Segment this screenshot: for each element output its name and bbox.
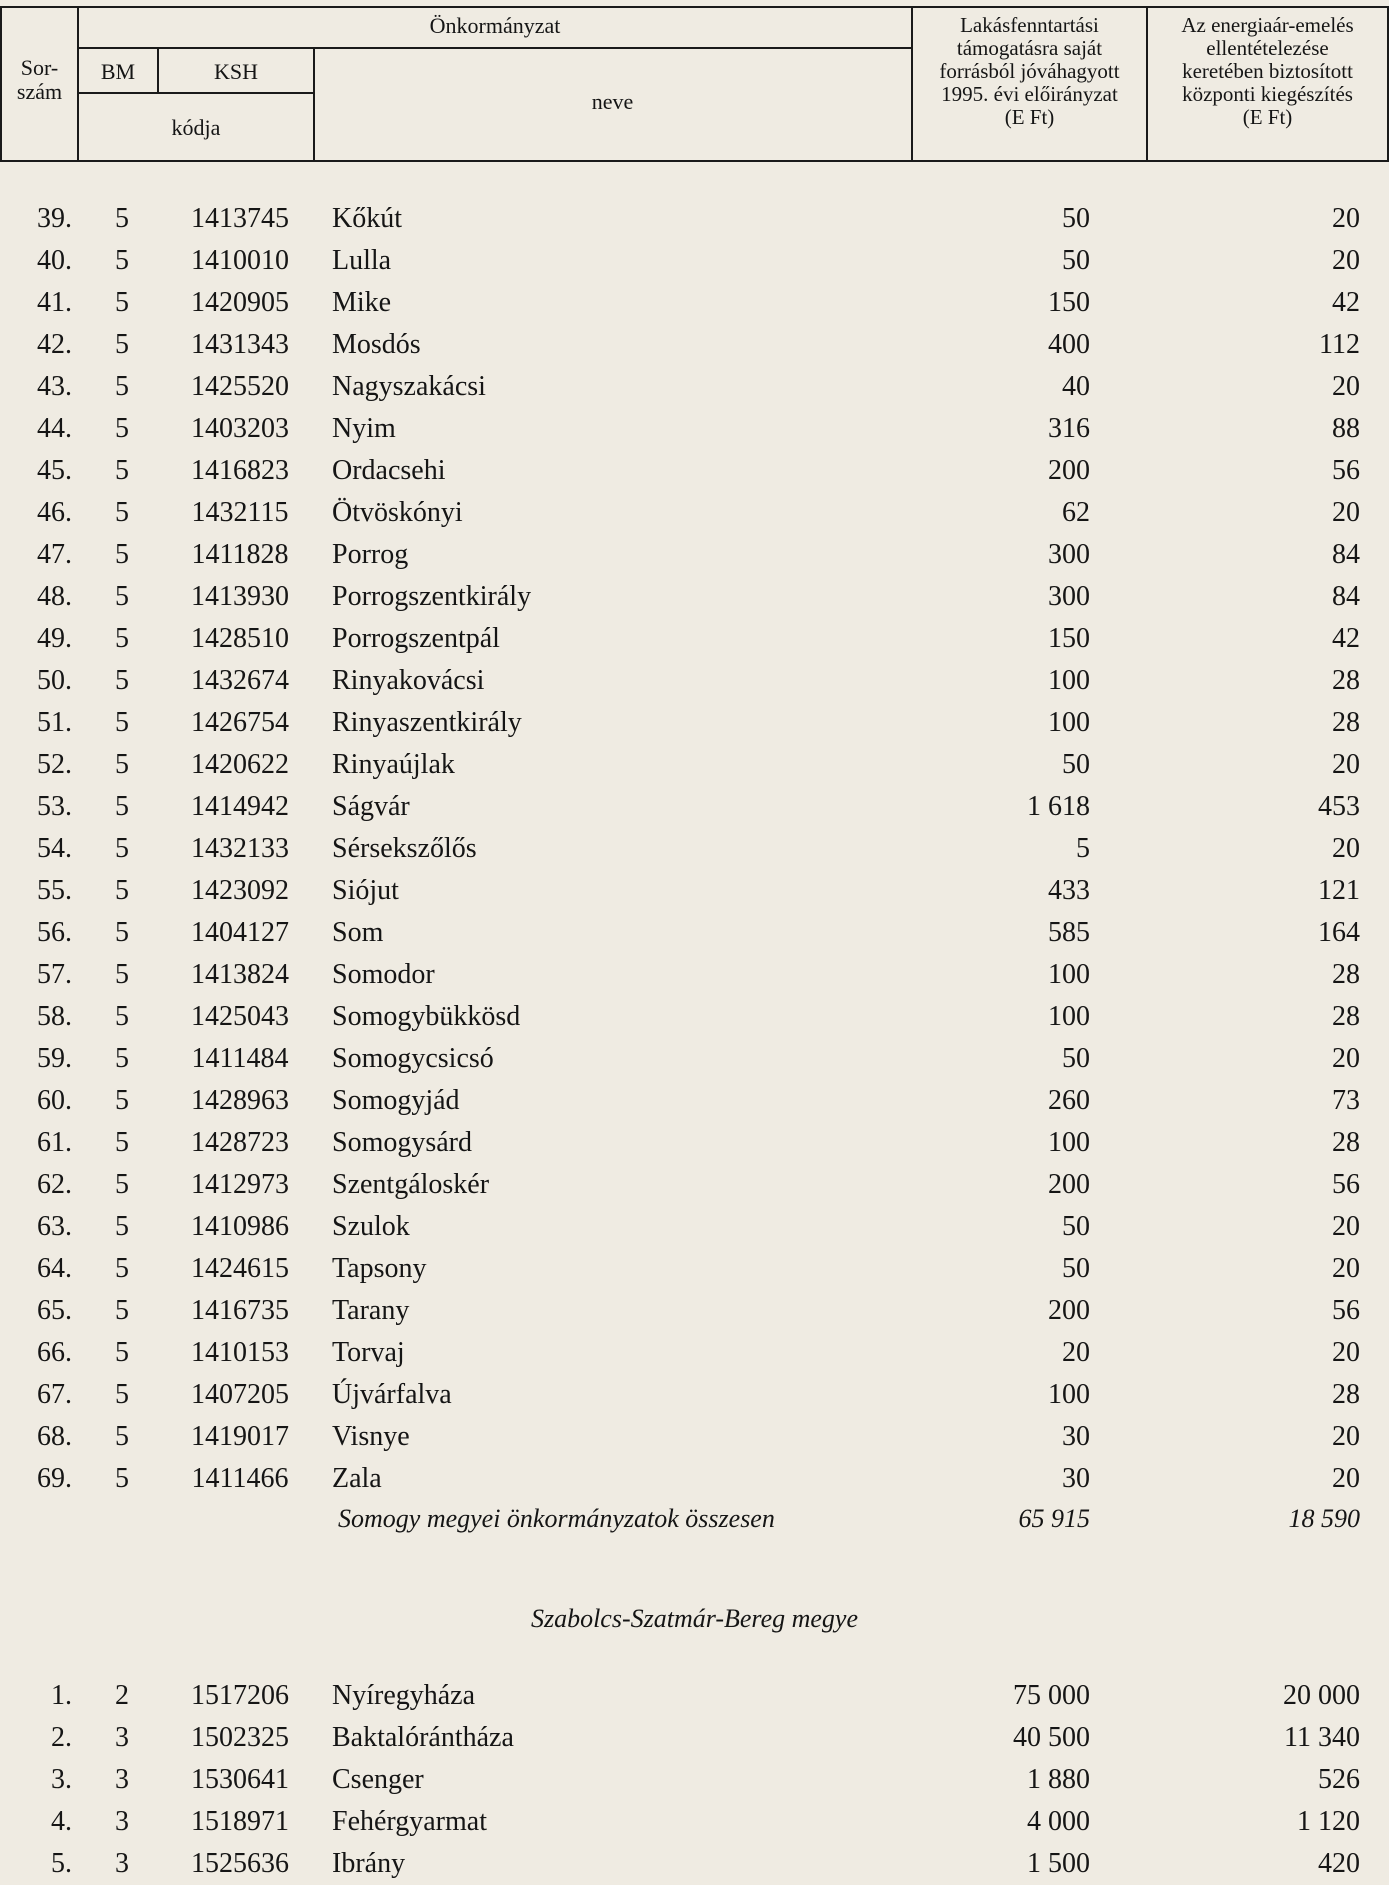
ksh-code: 1428963 <box>191 1085 289 1116</box>
table-row <box>0 1081 1389 1121</box>
row-number: 1. <box>51 1680 72 1711</box>
bm-code: 3 <box>115 1764 129 1795</box>
ksh-code: 1432115 <box>191 497 289 528</box>
municipality-name: Somogycsicsó <box>332 1043 494 1074</box>
table-row <box>0 199 1389 239</box>
lakasfenntartasi-value: 1 500 <box>1027 1848 1090 1879</box>
row-number: 60. <box>37 1085 72 1116</box>
lakasfenntartasi-value: 150 <box>1048 287 1090 318</box>
row-number: 47. <box>37 539 72 570</box>
lakasfenntartasi-value: 50 <box>1062 749 1090 780</box>
table-row <box>0 955 1389 995</box>
header-rule-onkormanyzat <box>78 47 912 49</box>
municipality-name: Mosdós <box>332 329 421 360</box>
municipality-name: Rinyaújlak <box>332 749 455 780</box>
energiaar-value: 20 <box>1332 1253 1360 1284</box>
row-number: 39. <box>37 203 72 234</box>
ksh-code: 1432674 <box>191 665 289 696</box>
header-energiaar: Az energiaár-emelés ellentételezése keretében biztosított központi kiegészítés (E Ft) <box>1181 13 1354 129</box>
municipality-name: Nyim <box>332 413 396 444</box>
header-ksh: KSH <box>213 59 258 84</box>
bm-code: 5 <box>115 371 129 402</box>
municipality-name: Siójut <box>332 875 399 906</box>
bm-code: 5 <box>115 539 129 570</box>
energiaar-value: 20 <box>1332 1043 1360 1074</box>
bm-code: 5 <box>115 329 129 360</box>
ksh-code: 1413824 <box>191 959 289 990</box>
lakasfenntartasi-value: 260 <box>1048 1085 1090 1116</box>
lakasfenntartasi-value: 316 <box>1048 413 1090 444</box>
row-number: 64. <box>37 1253 72 1284</box>
row-number: 68. <box>37 1421 72 1452</box>
bm-code: 5 <box>115 1295 129 1326</box>
lakasfenntartasi-value: 20 <box>1062 1337 1090 1368</box>
lakasfenntartasi-value: 1 880 <box>1027 1764 1090 1795</box>
municipality-name: Somogybükkösd <box>332 1001 521 1032</box>
lakasfenntartasi-value: 40 <box>1062 371 1090 402</box>
energiaar-value: 1 120 <box>1297 1806 1360 1837</box>
bm-code: 5 <box>115 287 129 318</box>
header-lakasfenntartasi: Lakásfenntartási támogatásra saját forrásból jóváhagyott 1995. évi előirányzat (E Ft) <box>939 13 1120 129</box>
municipality-name: Torvaj <box>332 1337 405 1368</box>
header-bottom-rule <box>0 160 1389 162</box>
bm-code: 5 <box>115 245 129 276</box>
energiaar-value: 20 <box>1332 203 1360 234</box>
bm-code: 5 <box>115 581 129 612</box>
row-number: 62. <box>37 1169 72 1200</box>
municipality-name: Somogyjád <box>332 1085 460 1116</box>
lakasfenntartasi-value: 200 <box>1048 455 1090 486</box>
lakasfenntartasi-value: 100 <box>1048 1127 1090 1158</box>
bm-code: 5 <box>115 1043 129 1074</box>
table-row <box>0 535 1389 575</box>
ksh-code: 1403203 <box>191 413 289 444</box>
lakasfenntartasi-value: 300 <box>1048 581 1090 612</box>
municipality-name: Sérsekszőlős <box>332 833 477 864</box>
lakasfenntartasi-value: 100 <box>1048 1001 1090 1032</box>
lakasfenntartasi-value: 100 <box>1048 707 1090 738</box>
header-sorszam: Sor- szám <box>16 55 63 104</box>
energiaar-value: 20 000 <box>1283 1680 1360 1711</box>
ksh-code: 1410153 <box>191 1337 289 1368</box>
row-number: 48. <box>37 581 72 612</box>
header-kodja: kódja <box>171 115 221 140</box>
municipality-name: Tapsony <box>332 1253 427 1284</box>
ksh-code: 1502325 <box>191 1722 289 1753</box>
table-row <box>0 1039 1389 1079</box>
municipality-name: Ibrány <box>332 1848 406 1879</box>
header-rule-bm-ksh <box>78 92 314 94</box>
municipality-name: Porrog <box>332 539 409 570</box>
lakasfenntartasi-value: 62 <box>1062 497 1090 528</box>
lakasfenntartasi-value: 75 000 <box>1013 1680 1090 1711</box>
row-number: 69. <box>37 1463 72 1494</box>
row-number: 63. <box>37 1211 72 1242</box>
ksh-code: 1428510 <box>191 623 289 654</box>
row-number: 4. <box>51 1806 72 1837</box>
table-row <box>0 1207 1389 1247</box>
ksh-code: 1530641 <box>191 1764 289 1795</box>
ksh-code: 1416735 <box>191 1295 289 1326</box>
ksh-code: 1424615 <box>191 1253 289 1284</box>
header-onkormanyzat: Önkormányzat <box>429 13 561 38</box>
municipality-name: Porrogszentpál <box>332 623 500 654</box>
bm-code: 5 <box>115 203 129 234</box>
table-row <box>0 1249 1389 1289</box>
energiaar-value: 84 <box>1332 539 1360 570</box>
table-row <box>0 1123 1389 1163</box>
energiaar-value: 42 <box>1332 623 1360 654</box>
bm-code: 5 <box>115 1211 129 1242</box>
ksh-code: 1414942 <box>191 791 289 822</box>
total-lakas: 65 915 <box>1018 1504 1090 1533</box>
bm-code: 5 <box>115 1421 129 1452</box>
energiaar-value: 42 <box>1332 287 1360 318</box>
energiaar-value: 20 <box>1332 1211 1360 1242</box>
energiaar-value: 20 <box>1332 833 1360 864</box>
ksh-code: 1525636 <box>191 1848 289 1879</box>
lakasfenntartasi-value: 585 <box>1048 917 1090 948</box>
energiaar-value: 20 <box>1332 497 1360 528</box>
bm-code: 5 <box>115 1463 129 1494</box>
table-row <box>0 493 1389 533</box>
municipality-name: Nyíregyháza <box>332 1680 476 1711</box>
bm-code: 5 <box>115 1085 129 1116</box>
lakasfenntartasi-value: 50 <box>1062 1211 1090 1242</box>
ksh-code: 1411828 <box>191 539 289 570</box>
row-number: 51. <box>37 707 72 738</box>
bm-code: 5 <box>115 791 129 822</box>
energiaar-value: 73 <box>1332 1085 1360 1116</box>
municipality-name: Ságvár <box>332 791 410 822</box>
ksh-code: 1517206 <box>191 1680 289 1711</box>
row-number: 65. <box>37 1295 72 1326</box>
table-row <box>0 1844 1389 1884</box>
table-row <box>0 1417 1389 1457</box>
row-number: 5. <box>51 1848 72 1879</box>
municipality-name: Somodor <box>332 959 435 990</box>
bm-code: 5 <box>115 455 129 486</box>
bm-code: 5 <box>115 413 129 444</box>
table-row <box>0 367 1389 407</box>
bm-code: 5 <box>115 1001 129 1032</box>
row-number: 45. <box>37 455 72 486</box>
ksh-code: 1420905 <box>191 287 289 318</box>
ksh-code: 1410010 <box>191 245 289 276</box>
ksh-code: 1425043 <box>191 1001 289 1032</box>
row-number: 3. <box>51 1764 72 1795</box>
municipality-name: Lulla <box>332 245 392 276</box>
energiaar-value: 420 <box>1318 1848 1360 1879</box>
lakasfenntartasi-value: 100 <box>1048 665 1090 696</box>
table-row <box>0 1802 1389 1842</box>
ksh-code: 1416823 <box>191 455 289 486</box>
total-energia: 18 590 <box>1288 1504 1360 1533</box>
total-label: Somogy megyei önkormányzatok összesen <box>338 1504 775 1533</box>
lakasfenntartasi-value: 5 <box>1076 833 1090 864</box>
header-neve: neve <box>591 89 634 114</box>
ksh-code: 1425520 <box>191 371 289 402</box>
energiaar-value: 56 <box>1332 1169 1360 1200</box>
table-row <box>0 619 1389 659</box>
table-row <box>0 703 1389 743</box>
lakasfenntartasi-value: 30 <box>1062 1421 1090 1452</box>
table-row <box>0 1333 1389 1373</box>
table-row <box>0 745 1389 785</box>
municipality-name: Rinyaszentkirály <box>332 707 522 738</box>
bm-code: 3 <box>115 1806 129 1837</box>
ksh-code: 1426754 <box>191 707 289 738</box>
lakasfenntartasi-value: 300 <box>1048 539 1090 570</box>
municipality-name: Fehérgyarmat <box>332 1806 487 1837</box>
table-row <box>0 409 1389 449</box>
energiaar-value: 28 <box>1332 1127 1360 1158</box>
ksh-code: 1413930 <box>191 581 289 612</box>
energiaar-value: 88 <box>1332 413 1360 444</box>
energiaar-value: 164 <box>1318 917 1360 948</box>
energiaar-value: 20 <box>1332 749 1360 780</box>
municipality-name: Somogysárd <box>332 1127 472 1158</box>
energiaar-value: 84 <box>1332 581 1360 612</box>
table-row <box>0 325 1389 365</box>
ksh-code: 1410986 <box>191 1211 289 1242</box>
bm-code: 5 <box>115 833 129 864</box>
ksh-code: 1518971 <box>191 1806 289 1837</box>
table-row <box>0 241 1389 281</box>
energiaar-value: 28 <box>1332 1379 1360 1410</box>
row-number: 49. <box>37 623 72 654</box>
ksh-code: 1431343 <box>191 329 289 360</box>
bm-code: 5 <box>115 497 129 528</box>
table-header <box>0 0 1389 163</box>
row-number: 43. <box>37 371 72 402</box>
row-number: 61. <box>37 1127 72 1158</box>
municipality-name: Visnye <box>332 1421 410 1452</box>
row-number: 2. <box>51 1722 72 1753</box>
lakasfenntartasi-value: 50 <box>1062 203 1090 234</box>
bm-code: 5 <box>115 623 129 654</box>
bm-code: 5 <box>115 1253 129 1284</box>
row-number: 41. <box>37 287 72 318</box>
municipality-name: Ötvöskónyi <box>332 497 463 528</box>
municipality-name: Ordacsehi <box>332 455 446 486</box>
municipality-name: Zala <box>332 1463 382 1494</box>
energiaar-value: 20 <box>1332 371 1360 402</box>
row-number: 40. <box>37 245 72 276</box>
energiaar-value: 20 <box>1332 1421 1360 1452</box>
energiaar-value: 28 <box>1332 707 1360 738</box>
table-row <box>0 1459 1389 1499</box>
ksh-code: 1404127 <box>191 917 289 948</box>
ksh-code: 1432133 <box>191 833 289 864</box>
bm-code: 5 <box>115 1127 129 1158</box>
table-row <box>0 1718 1389 1758</box>
municipality-name: Újvárfalva <box>332 1379 452 1410</box>
row-number: 50. <box>37 665 72 696</box>
row-number: 67. <box>37 1379 72 1410</box>
table-row <box>0 913 1389 953</box>
bm-code: 5 <box>115 707 129 738</box>
ksh-code: 1411484 <box>191 1043 289 1074</box>
lakasfenntartasi-value: 400 <box>1048 329 1090 360</box>
energiaar-value: 56 <box>1332 455 1360 486</box>
table-row <box>0 1291 1389 1331</box>
municipality-name: Som <box>332 917 384 948</box>
bm-code: 5 <box>115 917 129 948</box>
municipality-name: Baktalórántháza <box>332 1722 514 1753</box>
row-number: 46. <box>37 497 72 528</box>
lakasfenntartasi-value: 200 <box>1048 1295 1090 1326</box>
ksh-code: 1423092 <box>191 875 289 906</box>
table-row <box>0 871 1389 911</box>
municipality-name: Tarany <box>332 1295 410 1326</box>
row-number: 55. <box>37 875 72 906</box>
ksh-code: 1411466 <box>191 1463 289 1494</box>
ksh-code: 1412973 <box>191 1169 289 1200</box>
ksh-code: 1420622 <box>191 749 289 780</box>
energiaar-value: 28 <box>1332 959 1360 990</box>
energiaar-value: 20 <box>1332 245 1360 276</box>
municipality-name: Mike <box>332 287 392 318</box>
bm-code: 5 <box>115 665 129 696</box>
lakasfenntartasi-value: 100 <box>1048 1379 1090 1410</box>
lakasfenntartasi-value: 1 618 <box>1027 791 1090 822</box>
ksh-code: 1407205 <box>191 1379 289 1410</box>
lakasfenntartasi-value: 50 <box>1062 1253 1090 1284</box>
table-row <box>0 577 1389 617</box>
table-row <box>0 997 1389 1037</box>
lakasfenntartasi-value: 30 <box>1062 1463 1090 1494</box>
municipality-name: Kőkút <box>332 203 402 234</box>
ksh-code: 1428723 <box>191 1127 289 1158</box>
lakasfenntartasi-value: 50 <box>1062 1043 1090 1074</box>
energiaar-value: 121 <box>1318 875 1360 906</box>
table-row <box>0 1760 1389 1800</box>
energiaar-value: 453 <box>1318 791 1360 822</box>
lakasfenntartasi-value: 4 000 <box>1027 1806 1090 1837</box>
bm-code: 3 <box>115 1722 129 1753</box>
bm-code: 5 <box>115 875 129 906</box>
lakasfenntartasi-value: 150 <box>1048 623 1090 654</box>
table-row <box>0 661 1389 701</box>
municipality-name: Csenger <box>332 1764 424 1795</box>
table-row <box>0 451 1389 491</box>
ksh-code: 1419017 <box>191 1421 289 1452</box>
energiaar-value: 28 <box>1332 665 1360 696</box>
bm-code: 3 <box>115 1848 129 1879</box>
row-number: 52. <box>37 749 72 780</box>
lakasfenntartasi-value: 40 500 <box>1013 1722 1090 1753</box>
energiaar-value: 56 <box>1332 1295 1360 1326</box>
energiaar-value: 28 <box>1332 1001 1360 1032</box>
bm-code: 5 <box>115 1337 129 1368</box>
energiaar-value: 112 <box>1319 329 1360 360</box>
energiaar-value: 11 340 <box>1284 1722 1360 1753</box>
row-number: 66. <box>37 1337 72 1368</box>
municipality-name: Rinyakovácsi <box>332 665 485 696</box>
bm-code: 2 <box>115 1680 129 1711</box>
row-number: 57. <box>37 959 72 990</box>
table-row <box>0 283 1389 323</box>
municipality-name: Szulok <box>332 1211 410 1242</box>
lakasfenntartasi-value: 433 <box>1048 875 1090 906</box>
row-number: 42. <box>37 329 72 360</box>
table-row <box>0 1676 1389 1716</box>
bm-code: 5 <box>115 1169 129 1200</box>
row-number: 53. <box>37 791 72 822</box>
lakasfenntartasi-value: 50 <box>1062 245 1090 276</box>
municipality-name: Szentgáloskér <box>332 1169 490 1200</box>
lakasfenntartasi-value: 200 <box>1048 1169 1090 1200</box>
bm-code: 5 <box>115 1379 129 1410</box>
section-title-szabolcs: Szabolcs-Szatmár-Bereg megye <box>530 1604 859 1633</box>
row-number: 54. <box>37 833 72 864</box>
table-row <box>0 829 1389 869</box>
table-row <box>0 787 1389 827</box>
municipality-name: Porrogszentkirály <box>332 581 532 612</box>
row-number: 58. <box>37 1001 72 1032</box>
lakasfenntartasi-value: 100 <box>1048 959 1090 990</box>
bm-code: 5 <box>115 959 129 990</box>
row-number: 56. <box>37 917 72 948</box>
header-top-rule <box>0 6 1389 8</box>
energiaar-value: 20 <box>1332 1463 1360 1494</box>
table-row <box>0 1375 1389 1415</box>
municipality-name: Nagyszakácsi <box>332 371 486 402</box>
row-number: 59. <box>37 1043 72 1074</box>
energiaar-value: 526 <box>1318 1764 1360 1795</box>
energiaar-value: 20 <box>1332 1337 1360 1368</box>
somogy-total-row <box>0 1499 1389 1539</box>
table-row <box>0 1165 1389 1205</box>
row-number: 44. <box>37 413 72 444</box>
header-bm: BM <box>100 59 136 84</box>
ksh-code: 1413745 <box>191 203 289 234</box>
bm-code: 5 <box>115 749 129 780</box>
